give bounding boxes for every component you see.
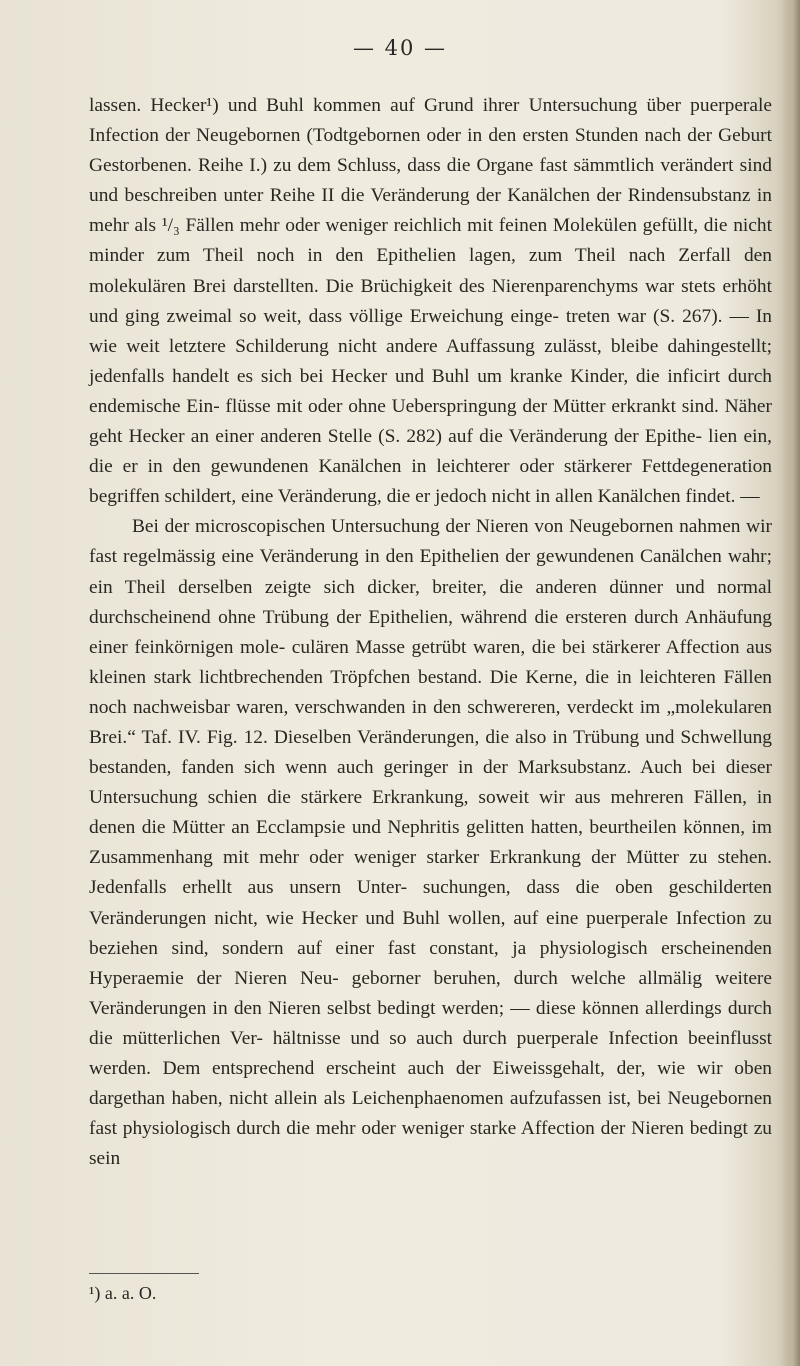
footnote-divider	[89, 1273, 199, 1274]
page-edge-shadow	[782, 0, 800, 1366]
footnote: ¹) a. a. O.	[89, 1283, 157, 1303]
body-text	[89, 91, 772, 1174]
paragraph-2: Bei der microscopischen Untersuchung der Nieren von Neugebornen nahmen wir fast regelmässig eine Veränderung in den Epithelien der gewundenen Canälchen wahr; ein Theil derselben zeigte sich dicker, breiter, die anderen dünner und normal durchscheinend ohne Trübung der Epithelien, während die ersteren durch Anhäufung einer feinkörnigen mole- culären Masse getrübt waren, die bei stärkerer Affection aus kleinen stark lichtbrechenden Tröpfchen bestand. Die Kerne, die in leichteren Fällen noch nachweisbar waren, verschwanden in den schwereren, verdeckt im „molekularen Brei.“ Taf. IV. Fig. 12. Dieselben Veränderungen, die also in Trübung und Schwellung bestanden, fanden sich wenn auch geringer in der Marksubstanz. Auch bei dieser Untersuchung schien die stärkere Erkrankung, soweit wir aus mehreren Fällen, in denen die Mütter an Ecclampsie und Nephritis gelitten hatten, beurtheilen können, im Zusammenhang mit mehr oder weniger starker Erkrankung der Mütter zu stehen. Jedenfalls erhellt aus unsern Unter- suchungen, dass die oben geschilderten Veränderungen nicht, wie Hecker und Buhl wollen, auf eine puerperale Infection zu beziehen sind, sondern auf einer fast constant, ja physiologisch erscheinenden Hyperaemie der Nieren Neu- geborner beruhen, durch welche allmälig weitere Veränderungen in den Nieren selbst bedingt werden; — diese können allerdings durch die mütterlichen Ver- hältnisse und so auch durch puerperale Infection beeinflusst werden. Dem entsprechend erscheint auch der Eiweissgehalt, der, wie wir oben dargethan haben, nicht allein als Leichenphaenomen aufzufassen ist, bei Neugebornen fast physiologisch durch die mehr oder weniger starke Affection der Nieren bedingt zu sein	[89, 516, 772, 1170]
paragraph-1: lassen. Hecker¹) und Buhl kommen auf Grund ihrer Untersuchung über puerperale Infection der Neugebornen (Todtgebornen oder in den ersten Stunden nach der Geburt Gestorbenen. Reihe I.) zu dem Schluss, dass die Organe fast sämmtlich verändert sind und beschreiben unter Reihe II die Veränderung der Kanälchen der Rindensubstanz in mehr als ¹/₃ Fällen mehr oder weniger reichlich mit feinen Molekülen gefüllt, die nicht minder zum Theil noch in den Epithelien lagen, zum Theil nach Zerfall den molekulären Brei darstellten. Die Brüchigkeit des Nierenparenchyms war stets erhöht und ging zweimal so weit, dass völlige Erweichung einge- treten war (S. 267). — In wie weit letztere Schilderung nicht andere Auffassung zulässt, bleibe dahingestellt; jedenfalls handelt es sich bei Hecker und Buhl um kranke Kinder, die inficirt durch endemische Ein- flüsse mit oder ohne Ueberspringung der Mütter erkrankt sind. Näher geht Hecker an einer anderen Stelle (S. 282) auf die Veränderung der Epithe- lien ein, die er in den gewundenen Kanälchen in leichterer oder stärkerer Fettdegeneration begriffen schildert, eine Veränderung, die er jedoch nicht in allen Kanälchen findet. —	[89, 95, 772, 508]
page-number: — 40 —	[352, 36, 448, 60]
